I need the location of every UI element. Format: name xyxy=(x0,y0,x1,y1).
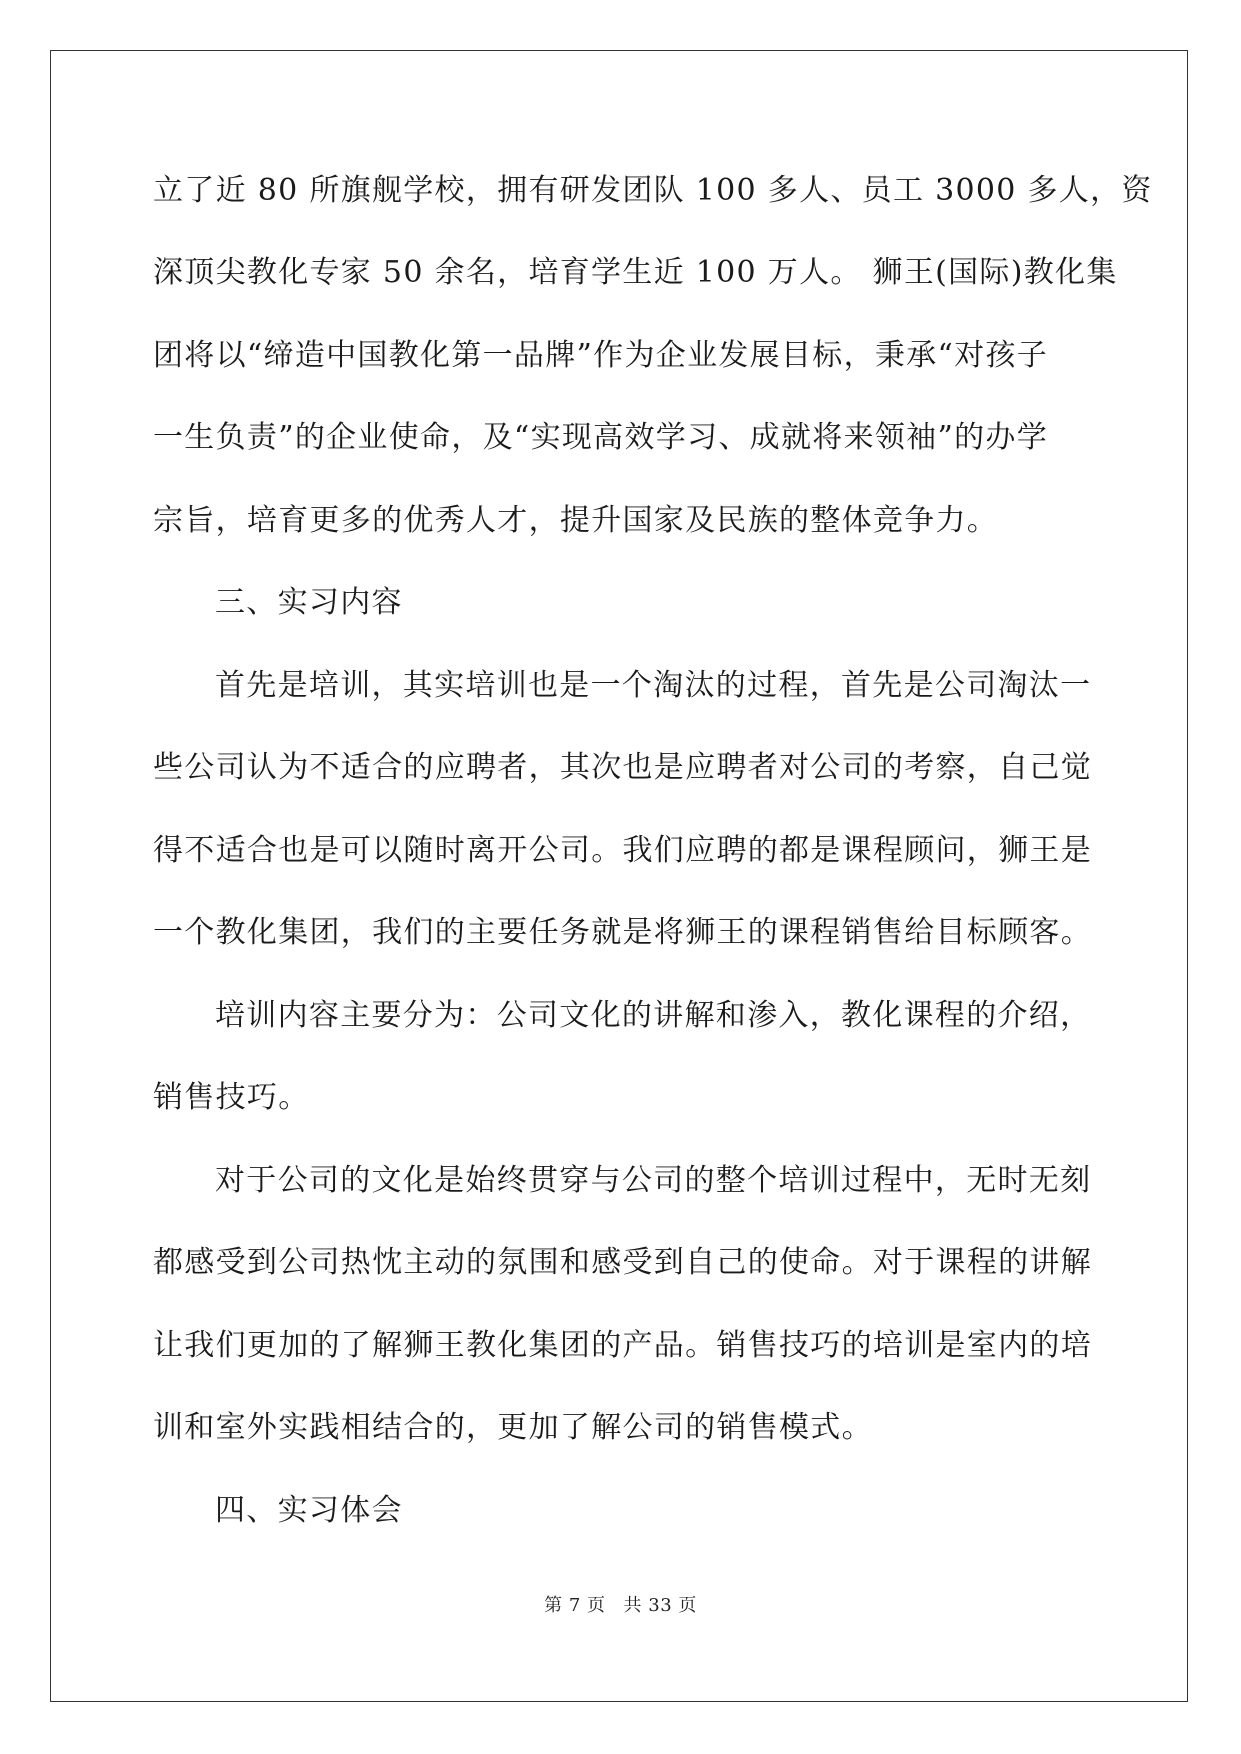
page-footer xyxy=(0,1594,1241,1618)
body-line: 一个教化集团，我们的主要任务就是将狮王的课程销售给目标顾客。 xyxy=(153,915,1092,950)
body-line: 对于公司的文化是始终贯穿与公司的整个培训过程中，无时无刻 xyxy=(215,1163,1092,1198)
body-line: 训和室外实践相结合的，更加了解公司的销售模式。 xyxy=(153,1410,873,1445)
body-line: 培训内容主要分为：公司文化的讲解和渗入，教化课程的介绍， xyxy=(215,998,1092,1033)
body-line: 都感受到公司热忱主动的氛围和感受到自己的使命。对于课程的讲解 xyxy=(153,1245,1092,1280)
section-heading: 四、实习体会 xyxy=(215,1493,403,1528)
current-page-number: 第 7 页 xyxy=(544,1595,606,1616)
body-line: 立了近 80 所旗舰学校，拥有研发团队 100 多人、员工 3000 多人，资 xyxy=(153,173,1153,208)
body-line: 销售技巧。 xyxy=(153,1080,310,1115)
body-line: 深顶尖教化专家 50 余名，培育学生近 100 万人。 狮王(国际)教化集 xyxy=(153,255,1118,290)
body-line: 得不适合也是可以随时离开公司。我们应聘的都是课程顾问，狮王是 xyxy=(153,833,1092,868)
body-line: 让我们更加的了解狮王教化集团的产品。销售技巧的培训是室内的培 xyxy=(153,1328,1092,1363)
section-heading: 三、实习内容 xyxy=(215,585,403,620)
body-line: 一生负责”的企业使命，及“实现高效学习、成就将来领袖”的办学 xyxy=(153,420,1049,455)
body-line: 首先是培训，其实培训也是一个淘汰的过程，首先是公司淘汰一 xyxy=(215,668,1092,703)
total-page-count: 共 33 页 xyxy=(623,1595,697,1616)
body-line: 宗旨，培育更多的优秀人才，提升国家及民族的整体竞争力。 xyxy=(153,503,999,538)
body-line: 些公司认为不适合的应聘者，其次也是应聘者对公司的考察，自己觉 xyxy=(153,750,1092,785)
body-line: 团将以“缔造中国教化第一品牌”作为企业发展目标，秉承“对孩子 xyxy=(153,338,1049,373)
